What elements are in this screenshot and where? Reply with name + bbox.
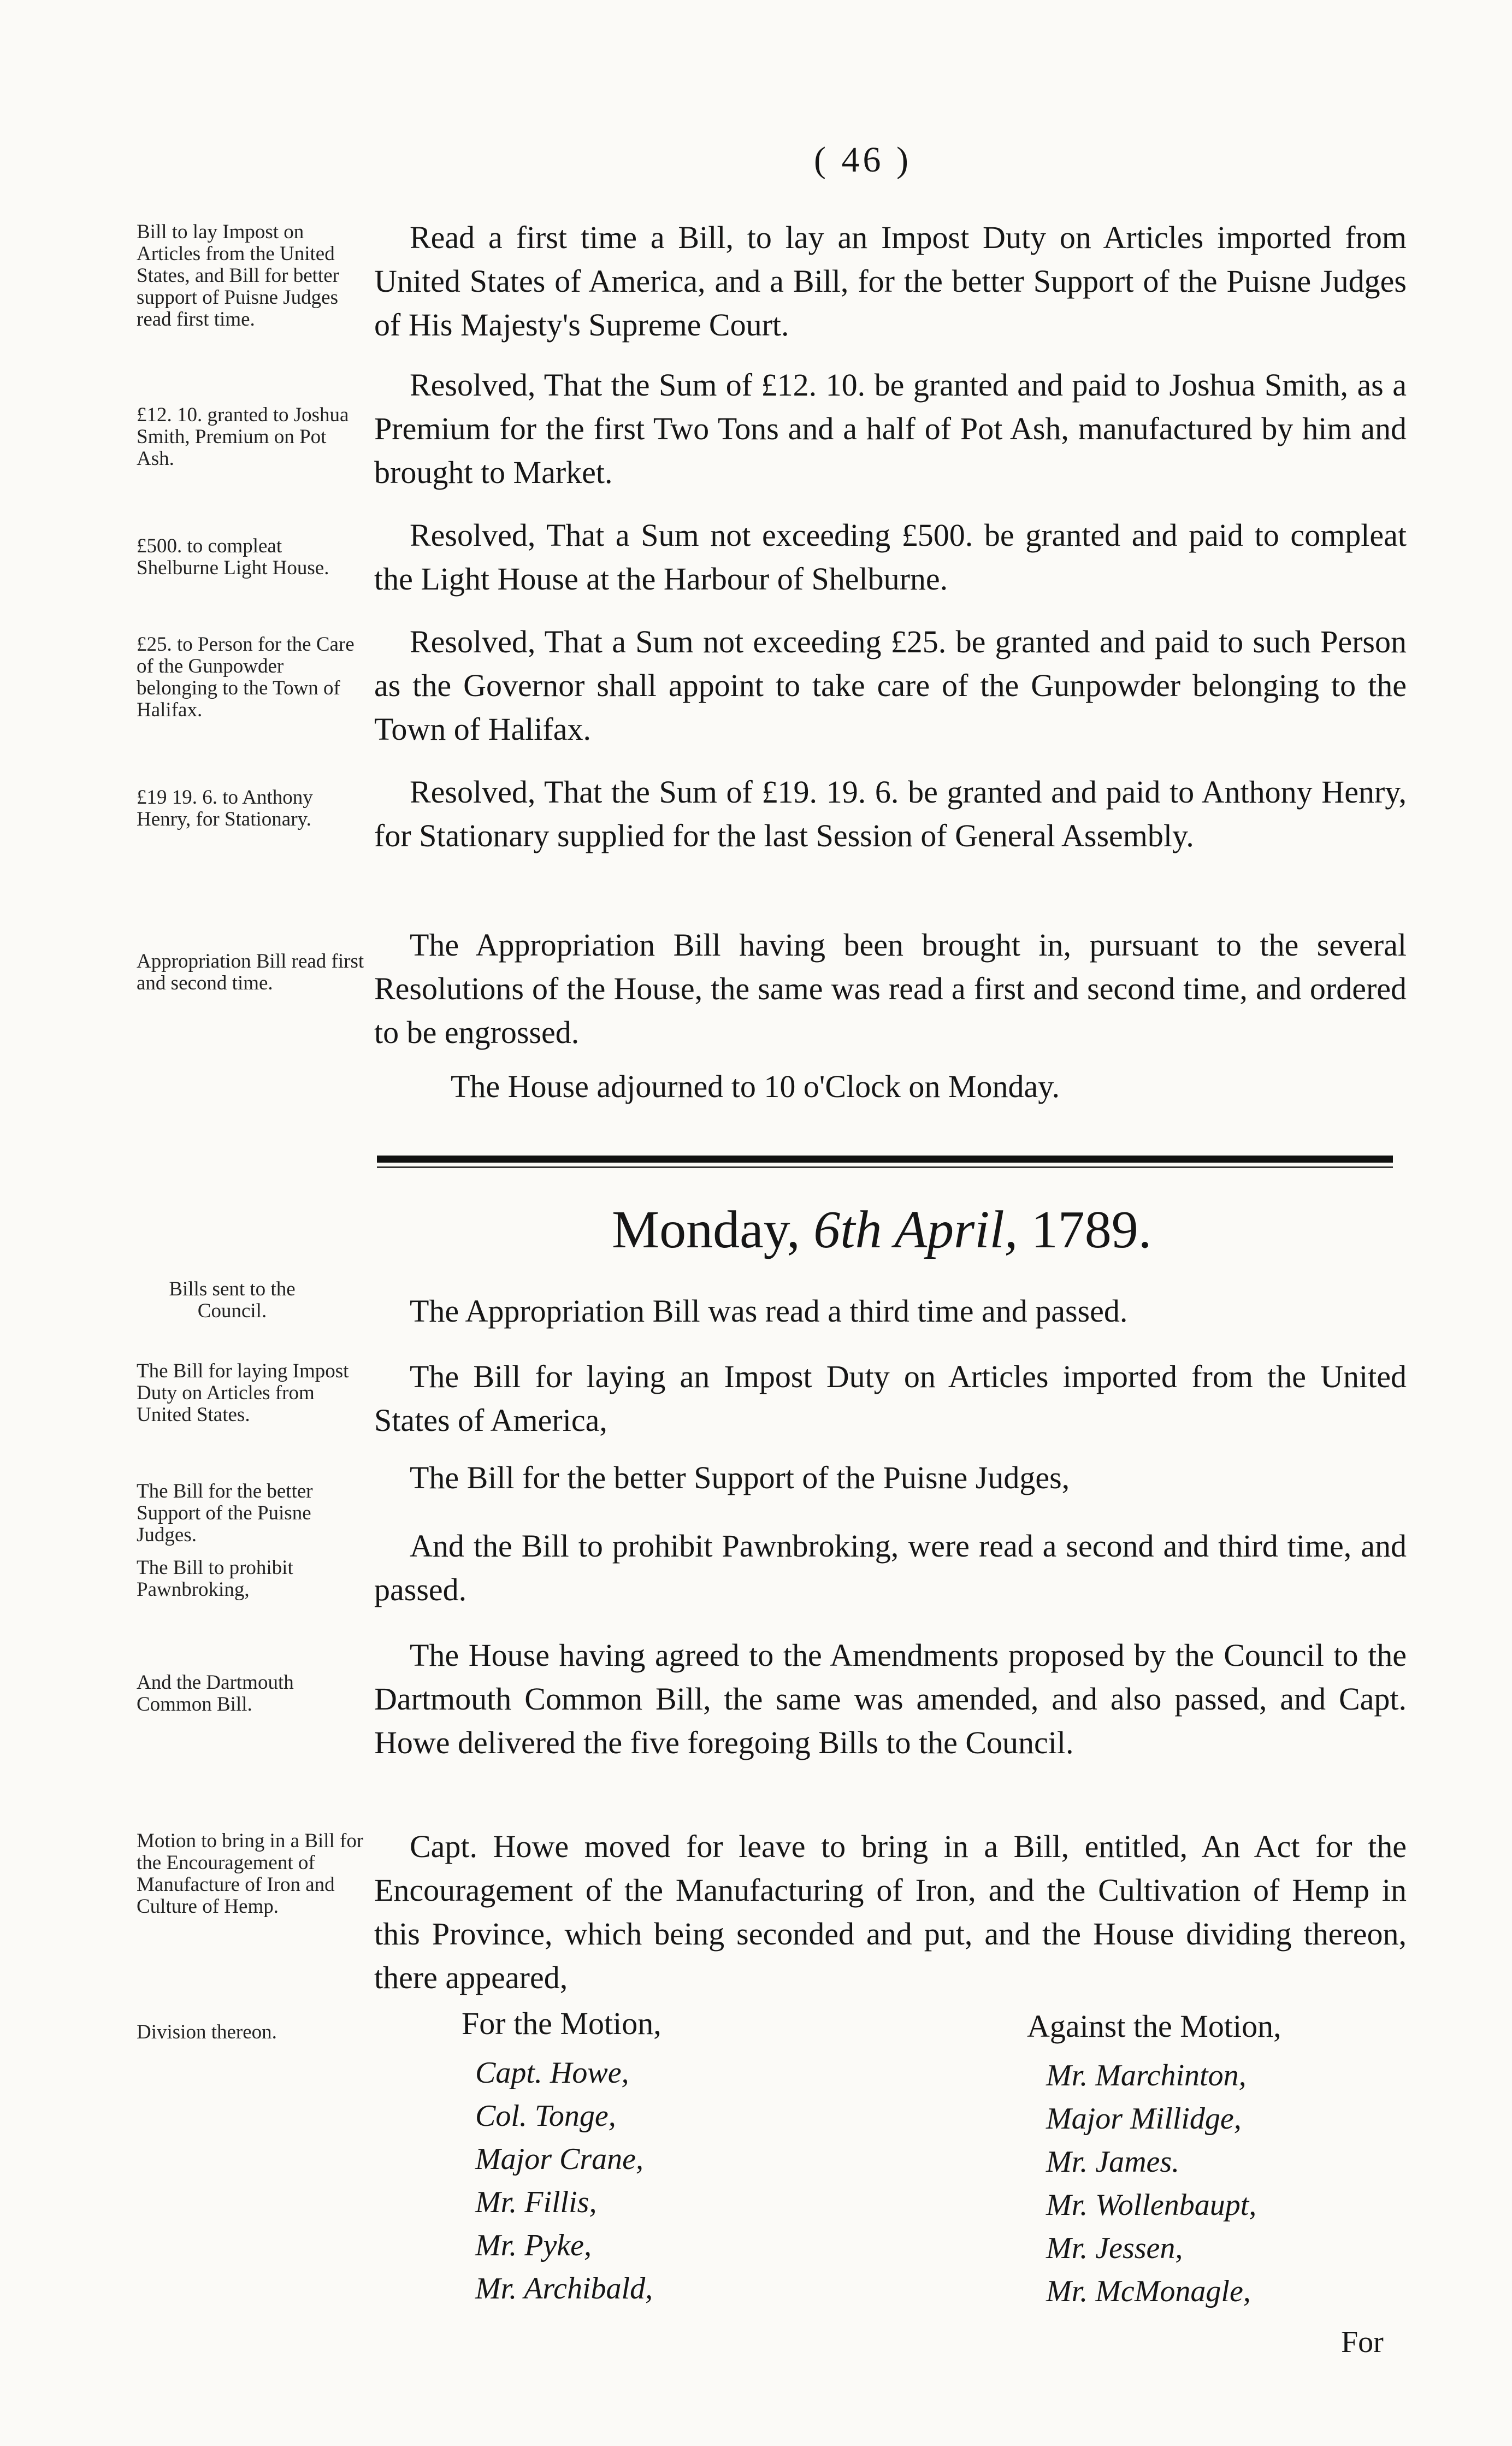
margin-note: The Bill for laying Impost Duty on Articles from United States. (137, 1360, 349, 1426)
paragraph: Read a first time a Bill, to lay an Impost Duty on Articles imported from United States of America, and a Bill, for the better Support of the Puisne Judges of His Majesty's Supreme Court. (374, 220, 1407, 343)
vote-name: Mr. Pyke, (475, 2229, 592, 2262)
for-motion-label: For the Motion, (462, 2006, 662, 2041)
margin-note: Motion to bring in a Bill for the Encouragement of Manufacture of Iron and Culture of Hemp. (137, 1830, 364, 1918)
vote-name: Mr. Marchinton, (1046, 2059, 1247, 2093)
paragraph: The Bill for the better Support of the Puisne Judges, (410, 1460, 1070, 1495)
paragraph: Resolved, That the Sum of £19. 19. 6. be granted and paid to Anthony Henry, for Stationary supplied for the last Session of General Assembly. (374, 774, 1407, 853)
date-heading: Monday, 6th April, 1789. (612, 1200, 1152, 1259)
vote-name: Col. Tonge, (475, 2099, 616, 2133)
page-number: ( 46 ) (814, 140, 912, 180)
margin-note: Bill to lay Impost on Articles from the United States, and Bill for better support of Puisne Judges read first time. (137, 221, 339, 331)
divider-rule (377, 1156, 1393, 1163)
margin-note: Division thereon. (137, 2021, 277, 2043)
vote-name: Capt. Howe, (475, 2056, 629, 2090)
for-motion-list (475, 2052, 653, 2311)
catchword: For (1341, 2325, 1384, 2359)
paragraph: The Appropriation Bill having been brought in, pursuant to the several Resolutions of the House, the same was read a first and second time, and ordered to be engrossed. (374, 927, 1407, 1050)
margin-note: £500. to compleat Shelburne Light House. (137, 535, 329, 579)
margin-note: £12. 10. granted to Joshua Smith, Premium on Pot Ash. (137, 404, 349, 470)
margin-note: £19 19. 6. to Anthony Henry, for Stationary. (137, 786, 313, 830)
margin-note: The Bill to prohibit Pawnbroking, (137, 1557, 293, 1601)
margin-note: £25. to Person for the Care of the Gunpowder belonging to the Town of Halifax. (137, 633, 355, 721)
vote-name: Mr. Wollenbaupt, (1046, 2188, 1257, 2222)
paragraph: The Appropriation Bill was read a third time and passed. (410, 1293, 1128, 1329)
paragraph: The Bill for laying an Impost Duty on Articles imported from the United States of America, (374, 1359, 1407, 1438)
vote-name: Mr. Jessen, (1046, 2231, 1183, 2265)
margin-note: And the Dartmouth Common Bill. (137, 1671, 294, 1716)
paragraph: Resolved, That a Sum not exceeding £25. be granted and paid to such Person as the Governor shall appoint to take care of the Gunpowder belonging to the Town of Halifax. (374, 624, 1407, 747)
divider-rule-thin (377, 1166, 1393, 1168)
margin-note: Appropriation Bill read first and second time. (137, 950, 364, 994)
adjournment: The House adjourned to 10 o'Clock on Monday. (451, 1069, 1060, 1104)
margin-note: The Bill for the better Support of the Puisne Judges. (137, 1480, 313, 1546)
paragraph: Resolved, That a Sum not exceeding £500. be granted and paid to compleat the Light House at the Harbour of Shelburne. (374, 517, 1407, 597)
against-motion-label: Against the Motion, (1027, 2008, 1281, 2044)
margin-note: Bills sent to the Council. (169, 1278, 296, 1322)
vote-name: Mr. Fillis, (475, 2185, 597, 2219)
paragraph: And the Bill to prohibit Pawnbroking, were read a second and third time, and passed. (374, 1528, 1407, 1607)
vote-name: Major Crane, (475, 2142, 643, 2176)
vote-name: Major Millidge, (1046, 2102, 1242, 2136)
vote-name: Mr. James. (1046, 2145, 1180, 2179)
against-motion-list (1046, 2054, 1256, 2313)
vote-name: Mr. McMonagle, (1046, 2274, 1251, 2308)
paragraph: Resolved, That the Sum of £12. 10. be granted and paid to Joshua Smith, as a Premium for the first Two Tons and a half of Pot Ash, manufactured by him and brought to Market. (374, 367, 1407, 490)
paragraph: Capt. Howe moved for leave to bring in a Bill, entitled, An Act for the Encouragement of the Manufacturing of Iron, and the Cultivation of Hemp in this Province, which being seconded and put, and the House dividing thereon, there appeared, (374, 1829, 1407, 1995)
paragraph: The House having agreed to the Amendments proposed by the Council to the Dartmouth Common Bill, the same was amended, and also passed, and Capt. Howe delivered the five foregoing Bills to the Council. (374, 1637, 1407, 1760)
vote-name: Mr. Archibald, (475, 2272, 653, 2306)
